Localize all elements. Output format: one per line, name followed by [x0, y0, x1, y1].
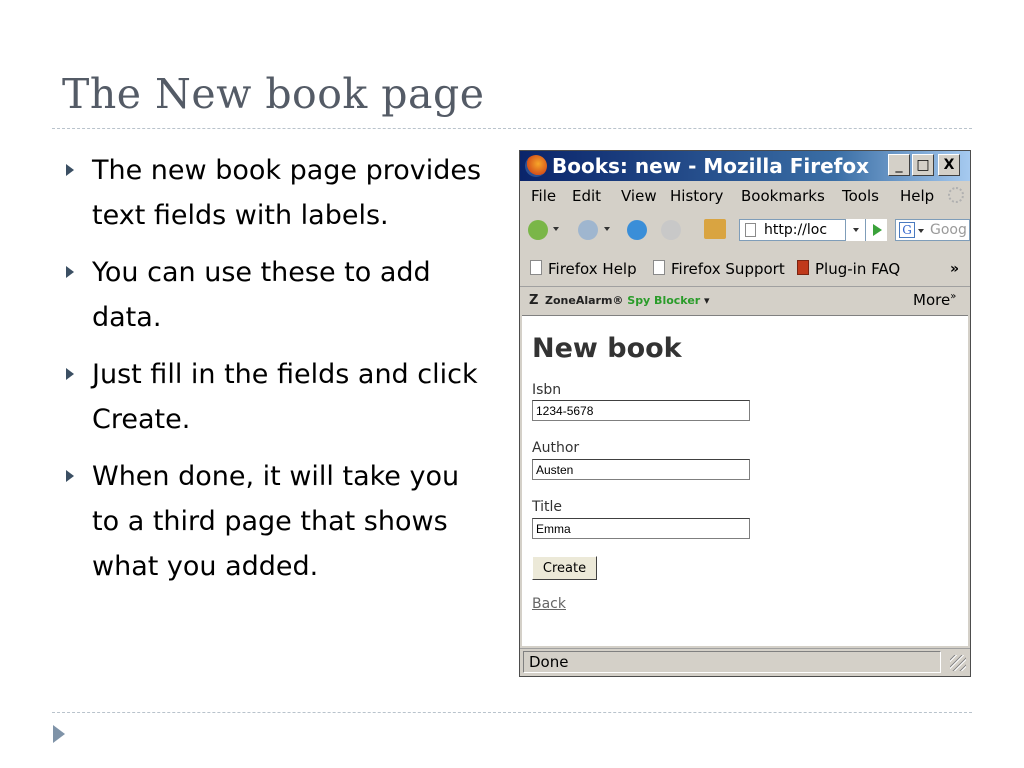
search-field[interactable]	[895, 219, 970, 241]
slide-corner-arrow-icon	[53, 725, 65, 743]
zonealarm-menu[interactable]	[545, 294, 710, 307]
title-label: Title	[532, 499, 563, 515]
search-engine-caret-icon[interactable]	[918, 229, 924, 233]
reload-icon[interactable]	[627, 220, 647, 240]
bookmark-label: Firefox Support	[671, 260, 785, 278]
menu-history[interactable]: History	[670, 187, 724, 205]
menu-tools[interactable]: Tools	[842, 187, 879, 205]
page-heading: New book	[532, 333, 682, 364]
go-icon[interactable]	[865, 219, 887, 241]
more-label: More	[913, 291, 951, 309]
minimize-button[interactable]: _	[888, 154, 910, 176]
stop-icon[interactable]	[661, 220, 681, 240]
more-button[interactable]	[913, 291, 956, 309]
bookmark-page-icon	[653, 260, 665, 275]
url-text: http://loc	[764, 222, 828, 238]
bullet-item	[64, 250, 484, 340]
back-link[interactable]: Back	[532, 596, 566, 612]
plugin-icon	[797, 260, 809, 275]
firefox-window	[519, 150, 971, 677]
bullet-arrow-icon	[66, 470, 74, 482]
url-dropdown-button[interactable]	[845, 219, 865, 241]
back-history-caret-icon[interactable]	[553, 227, 559, 231]
window-title: Books: new - Mozilla Firefox	[552, 154, 869, 178]
bookmarks-toolbar	[520, 256, 970, 282]
zonealarm-icon: Z	[529, 293, 539, 308]
bullet-text: When done, it will take you to a third page that shows what you added.	[92, 461, 460, 582]
navigation-toolbar	[520, 215, 970, 245]
zonealarm-toolbar	[520, 286, 970, 315]
window-titlebar[interactable]	[520, 151, 970, 181]
throbber-icon	[948, 187, 964, 203]
page-content	[522, 315, 968, 646]
menu-view[interactable]: View	[621, 187, 657, 205]
search-placeholder: Goog	[930, 222, 967, 238]
zonealarm-product: Spy Blocker	[627, 294, 701, 307]
bullet-arrow-icon	[66, 368, 74, 380]
menu-bar	[520, 182, 970, 209]
bookmark-label: Firefox Help	[548, 260, 637, 278]
status-text: Done	[523, 651, 941, 673]
bullet-arrow-icon	[66, 164, 74, 176]
create-button[interactable]: Create	[532, 556, 597, 580]
title-divider	[52, 128, 972, 129]
forward-icon[interactable]	[578, 220, 598, 240]
isbn-field[interactable]	[532, 400, 750, 421]
home-icon[interactable]	[704, 219, 726, 239]
bullet-item	[64, 454, 484, 589]
firefox-logo-icon	[525, 155, 547, 177]
menu-bookmarks[interactable]: Bookmarks	[741, 187, 825, 205]
resize-grip-icon[interactable]	[950, 655, 966, 671]
bullet-item	[64, 148, 484, 238]
bullet-text: You can use these to add data.	[92, 257, 431, 333]
bookmarks-overflow-icon[interactable]: »	[950, 261, 960, 277]
more-chevron-icon: »	[950, 291, 957, 302]
bullet-text: The new book page provides text fields with labels.	[92, 155, 482, 231]
bookmark-firefox-support[interactable]	[653, 260, 785, 278]
page-icon	[745, 223, 756, 237]
status-bar	[520, 648, 970, 677]
back-icon[interactable]	[528, 220, 548, 240]
bookmark-page-icon	[530, 260, 542, 275]
bullet-text: Just fill in the fields and click Create.	[92, 359, 478, 435]
bullet-arrow-icon	[66, 266, 74, 278]
bookmark-label: Plug-in FAQ	[815, 260, 901, 278]
slide-title: The New book page	[62, 70, 485, 118]
zonealarm-name: ZoneAlarm®	[545, 294, 624, 307]
author-field[interactable]	[532, 459, 750, 480]
bookmark-plugin-faq[interactable]	[797, 260, 900, 278]
bookmark-firefox-help[interactable]	[530, 260, 637, 278]
google-icon[interactable]: G	[899, 222, 915, 238]
close-button[interactable]: X	[938, 154, 960, 176]
isbn-label: Isbn	[532, 382, 562, 398]
menu-file[interactable]: File	[531, 187, 557, 205]
menu-help[interactable]: Help	[900, 187, 935, 205]
author-label: Author	[532, 440, 580, 456]
chevron-down-icon	[853, 228, 859, 232]
bullet-list	[64, 148, 484, 601]
chevron-down-icon: ▾	[704, 294, 710, 307]
title-field[interactable]	[532, 518, 750, 539]
menu-edit[interactable]: Edit	[572, 187, 602, 205]
bullet-item	[64, 352, 484, 442]
maximize-button[interactable]: □	[912, 154, 934, 176]
forward-history-caret-icon[interactable]	[604, 227, 610, 231]
footer-divider	[52, 712, 972, 713]
